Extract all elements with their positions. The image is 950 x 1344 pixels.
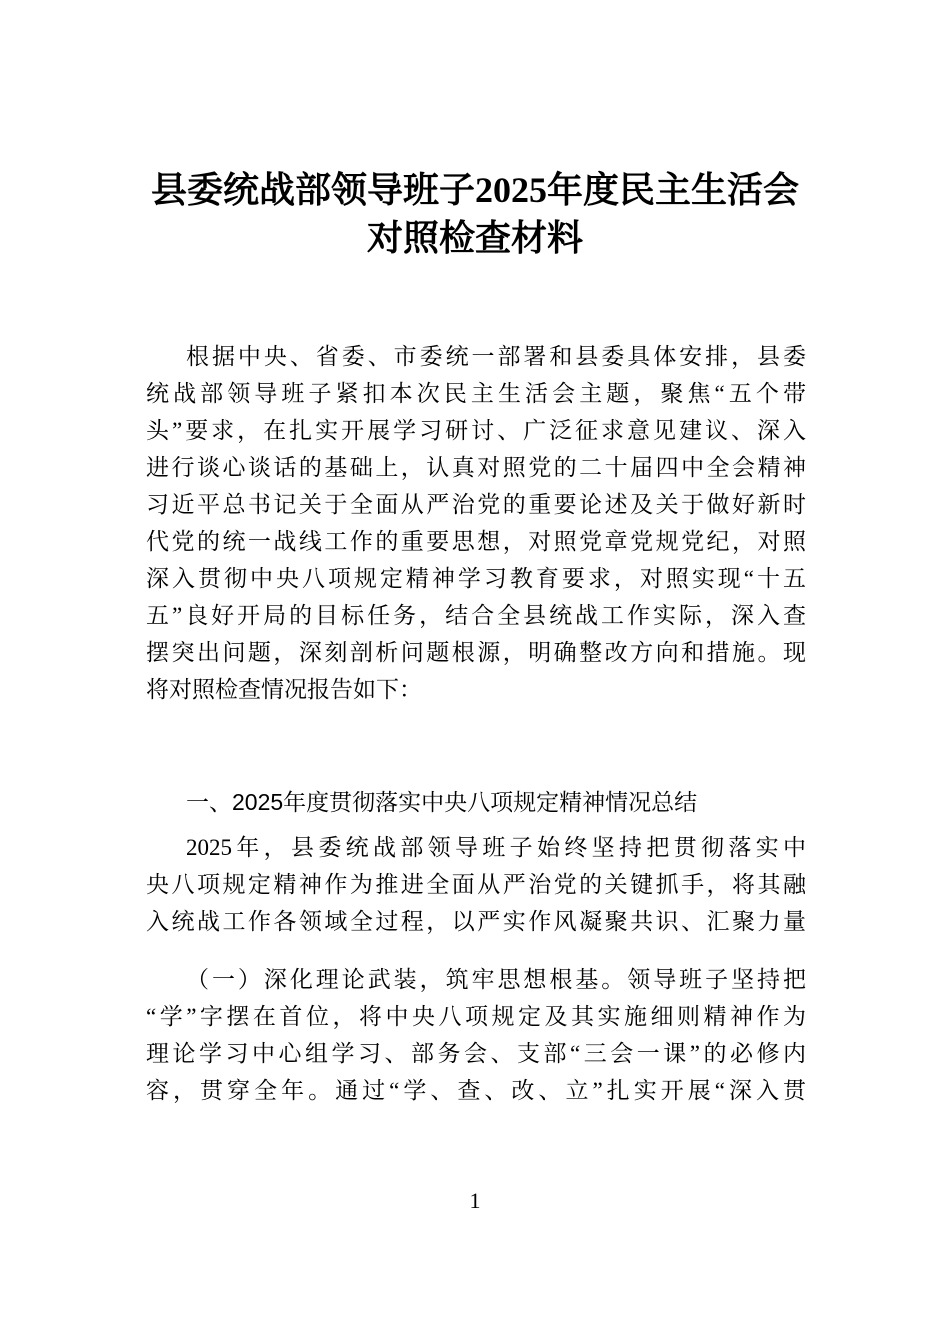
text-line: （一）深化理论武装，筑牢思想根基。领导班子坚持把	[186, 967, 806, 992]
document-title-line-2: 对照检查材料	[366, 218, 583, 258]
text-line: 入统战工作各领域全过程，以严实作风凝聚共识、汇聚力量	[146, 909, 806, 934]
text-line: 容，贯穿全年。通过“学、查、改、立”扎实开展“深入贯	[146, 1078, 806, 1103]
text-line: “学”字摆在首位，将中央八项规定及其实施细则精神作为	[146, 1004, 806, 1029]
text-line: 将对照检查情况报告如下：	[146, 677, 422, 702]
text-line: 深入贯彻中央八项规定精神学习教育要求，对照实现“十五	[146, 566, 806, 591]
text-line: 根据中央、省委、市委统一部署和县委具体安排，县委	[186, 344, 806, 369]
text-line: 央八项规定精神作为推进全面从严治党的关键抓手，将其融	[146, 872, 806, 897]
page-number: 1	[469, 1188, 481, 1213]
section-heading-1: 一、2025年度贯彻落实中央八项规定精神情况总结	[186, 789, 698, 815]
text-line: 代党的统一战线工作的重要思想，对照党章党规党纪，对照	[146, 529, 806, 554]
text-line: 进行谈心谈话的基础上，认真对照党的二十届四中全会精神	[146, 455, 806, 480]
text-line: 习近平总书记关于全面从严治党的重要论述及关于做好新时	[146, 492, 806, 517]
text-line: 2025年，县委统战部领导班子始终坚持把贯彻落实中	[186, 835, 806, 860]
text-line: 五”良好开局的目标任务，结合全县统战工作实际，深入查	[146, 603, 806, 628]
text-line: 摆突出问题，深刻剖析问题根源，明确整改方向和措施。现	[146, 640, 806, 665]
text-line: 头”要求，在扎实开展学习研讨、广泛征求意见建议、深入	[146, 418, 806, 443]
text-line: 理论学习中心组学习、部务会、支部“三会一课”的必修内	[146, 1041, 806, 1066]
text-line: 统战部领导班子紧扣本次民主生活会主题，聚焦“五个带	[146, 381, 806, 406]
document-title-line-1: 县委统战部领导班子2025年度民主生活会	[150, 170, 799, 210]
